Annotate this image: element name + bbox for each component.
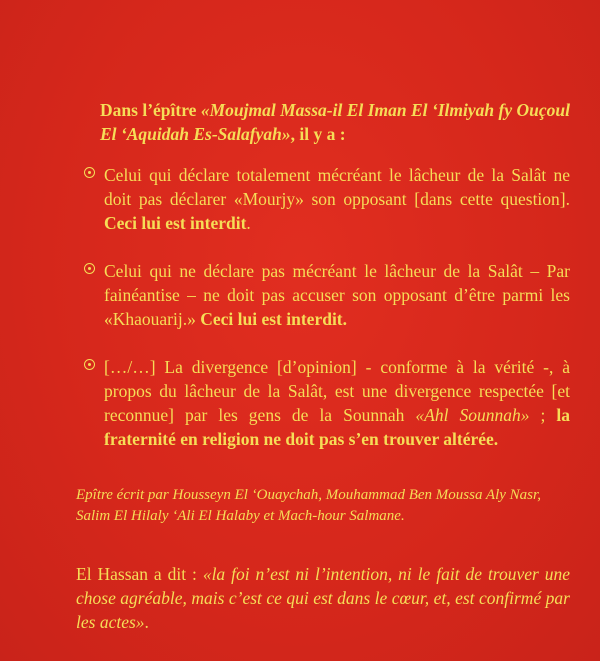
intro-paragraph — [100, 98, 570, 146]
list-item-text — [84, 355, 570, 451]
item-separator: ; — [529, 405, 557, 425]
item-text: Celui qui déclare totalement mécréant le lâcheur de la Salât ne doit pas déclarer «Mourjy» son opposant [dans cette question]. — [104, 165, 570, 209]
intro-prefix: Dans l’épître — [100, 100, 201, 120]
quote-suffix: . — [144, 612, 149, 632]
list-item — [84, 259, 570, 331]
list-item-text — [84, 259, 570, 331]
item-italic: «Ahl Sounnah» — [415, 405, 530, 425]
item-text: […/…] La divergence [d’opinion] - conforme à la vérité -, à propos du lâcheur de la Salât, est une divergence respectée [et reconnue] par les gens de la Sounnah — [104, 357, 570, 425]
item-emphasis: Ceci lui est interdit — [104, 213, 247, 233]
credit-note: Epître écrit par Housseyn El ‘Ouaychah, Mouhammad Ben Moussa Aly Nasr, Salim El Hilaly ‘Ali El Halaby et Mach-hour Salmane. — [76, 487, 541, 524]
item-emphasis: la fraternité en religion ne doit pas s’en trouver altérée. — [104, 405, 570, 449]
bullet-icon — [84, 263, 95, 274]
bullet-icon — [84, 359, 95, 370]
intro-suffix: , il y a : — [290, 124, 346, 144]
quote-text: «la foi n’est ni l’intention, ni le fait de trouver une chose agréable, mais c’est ce qui est dans le cœur, et, est confirmé par les actes» — [76, 564, 570, 632]
list-item-text — [84, 163, 570, 235]
quote-paragraph — [76, 562, 570, 634]
item-emphasis: Ceci lui est interdit. — [200, 309, 348, 329]
bullet-icon — [84, 167, 95, 178]
item-tail: . — [246, 213, 251, 233]
item-text: Celui qui ne déclare pas mécréant le lâcheur de la Salât – Par fainéantise – ne doit pas accuser son opposant d’être parmi les «Khaouarij.» — [104, 261, 570, 329]
list-item — [84, 355, 570, 451]
quote-prefix: El Hassan a dit : — [76, 564, 203, 584]
list-item — [84, 163, 570, 235]
epistle-title: «Moujmal Massa-il El Iman El ‘Ilmiyah fy Ouçoul El ‘Aquidah Es-Salafyah» — [100, 100, 570, 144]
